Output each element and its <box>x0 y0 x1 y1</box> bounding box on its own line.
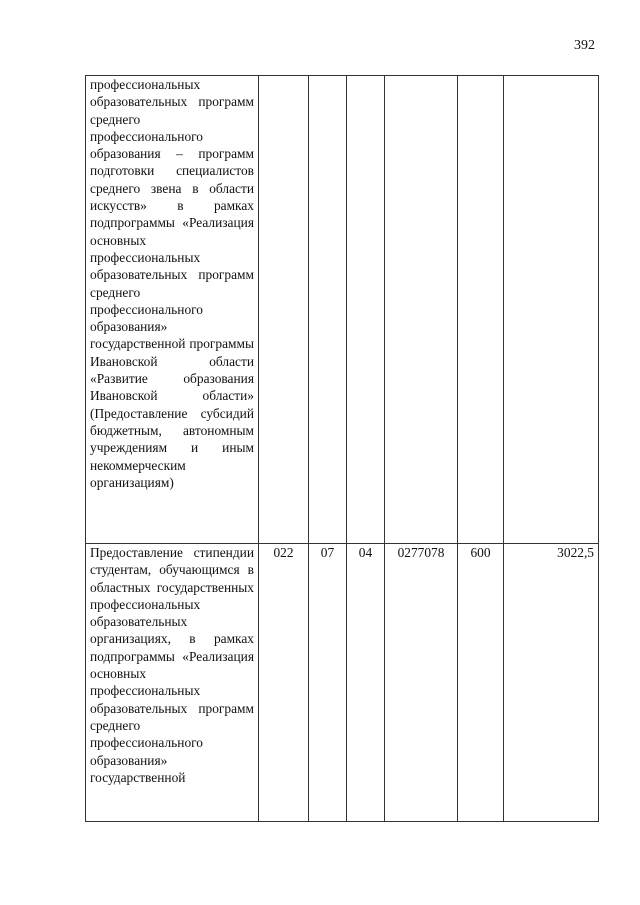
subsection-cell <box>347 76 385 544</box>
target-article-cell <box>385 76 458 544</box>
subsection-cell: 04 <box>347 544 385 822</box>
amount-cell: 3022,5 <box>504 544 599 822</box>
table-row <box>86 76 599 544</box>
table-row <box>86 544 599 822</box>
section-cell: 07 <box>309 544 347 822</box>
expense-type-cell: 600 <box>458 544 504 822</box>
ministry-code-cell <box>259 76 309 544</box>
section-cell <box>309 76 347 544</box>
budget-table <box>85 75 599 822</box>
amount-cell <box>504 76 599 544</box>
expense-description: Предоставление стипендии студентам, обучающимся в областных государственных профессиональных образовательных организациях, в рамках подпрограммы «Реализация основных профессиональных образовательных программ среднего профессионального образования» государственной <box>86 544 259 822</box>
page-number: 392 <box>574 38 595 53</box>
ministry-code-cell: 022 <box>259 544 309 822</box>
target-article-cell: 0277078 <box>385 544 458 822</box>
expense-description: профессиональных образовательных программ среднего профессионального образования – программ подготовки специалистов среднего звена в области искусств» в рамках подпрограммы «Реализация основных профессиональных образовательных программ среднего профессионального образования» государственной программы Ивановской области «Развитие образования Ивановской области» (Предоставление субсидий бюджетным, автономным учреждениям и иным некоммерческим организациям) <box>86 76 259 544</box>
expense-type-cell <box>458 76 504 544</box>
